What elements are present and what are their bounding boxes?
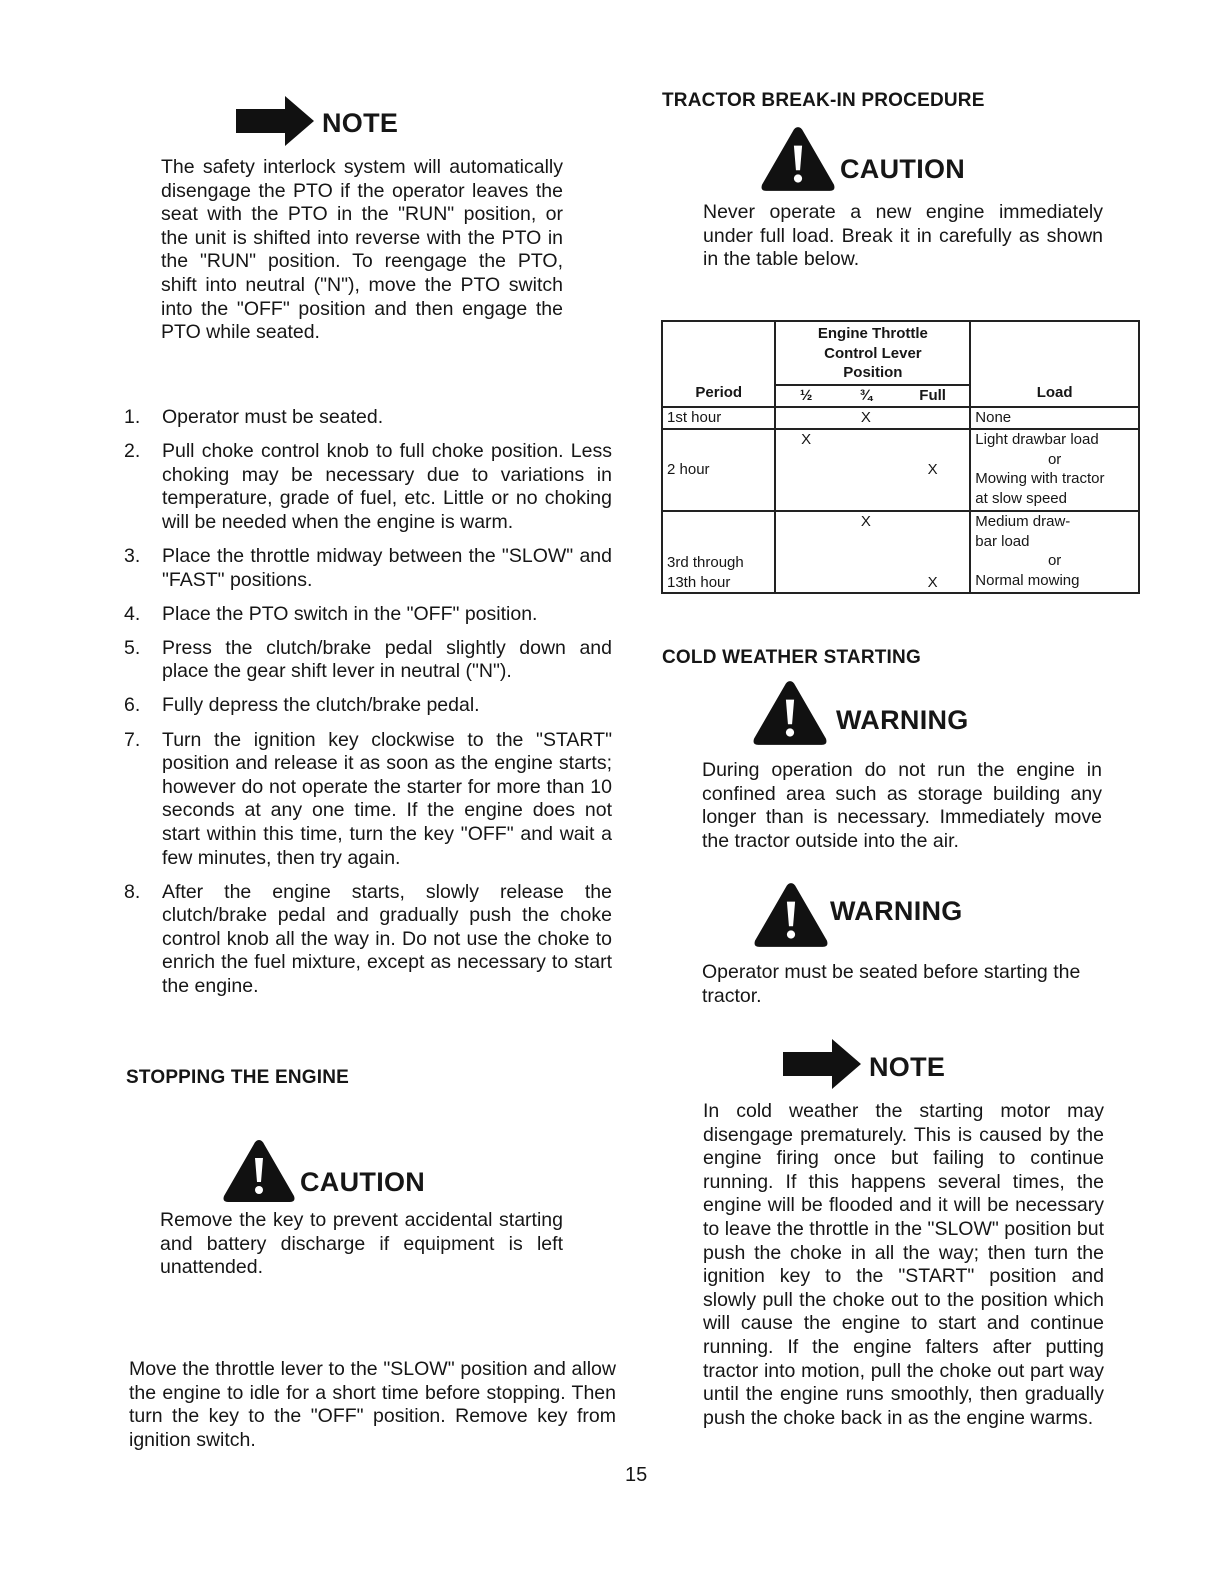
table-header-period: Period bbox=[662, 321, 775, 407]
list-item: 1. Operator must be seated. bbox=[124, 406, 384, 428]
note-title: NOTE bbox=[322, 108, 399, 138]
stopping-caution-text: Remove the key to prevent accidental starting and battery discharge if equipment is left unattended. bbox=[160, 1209, 563, 1279]
table-header-load: Load bbox=[970, 321, 1139, 407]
warning1-text: During operation do not run the engine in confined area such as storage building any longer than is necessary. Immediately move the tractor outside into the air. bbox=[702, 759, 1102, 852]
list-item: 7. Turn the ignition key clockwise to the "START" position and release it as soon as the engine starts; however do not operate the starter for more than 10 seconds at any one time. If the engine does not start within this time, turn the key "OFF" and wait a few minutes, then try again. bbox=[124, 728, 612, 869]
table-subheader: ½ bbox=[775, 385, 835, 407]
list-item: 3. Place the throttle midway between the "SLOW" and "FAST" positions. bbox=[124, 544, 612, 591]
list-item: 4. Place the PTO switch in the "OFF" position. bbox=[124, 602, 538, 625]
stopping-text: Move the throttle lever to the "SLOW" position and allow the engine to idle for a short time before stopping. Then turn the key to the "OFF" position. Remove key from ignition switch. bbox=[129, 1358, 616, 1451]
cold-weather-heading: COLD WEATHER STARTING bbox=[662, 647, 921, 668]
note-arrow-icon bbox=[783, 1039, 863, 1089]
cold-note-title: NOTE bbox=[869, 1052, 946, 1082]
note-arrow-icon bbox=[236, 96, 316, 146]
warning2-text: Operator must be seated before starting the tractor. bbox=[702, 961, 1081, 1007]
caution-triangle-icon bbox=[222, 1138, 296, 1204]
warning-triangle-icon bbox=[752, 678, 828, 748]
warning1-title: WARNING bbox=[836, 705, 969, 735]
table-subheader: Full bbox=[896, 385, 970, 407]
breakin-heading: TRACTOR BREAK-IN PROCEDURE bbox=[662, 90, 985, 111]
list-item: 8. After the engine starts, slowly release the clutch/brake pedal and gradually push the choke control knob all the way in. Do not use the choke to enrich the fuel mixture, except as necessary to start the engine. bbox=[124, 880, 612, 997]
cold-note-text: In cold weather the starting motor may disengage prematurely. This is caused by the engine firing once but failing to continue running. If this happens several times, the engine will be flooded and it will be necessary to leave the throttle in the "SLOW" position but push the choke in all the way; then turn the ignition key to the "START" position and slowly pull the choke out to the position which will cause the engine to start and continue running. If the engine falters after putting tractor into motion, pull the choke out part way until the engine runs smoothly, then gradually push the choke back in as the engine warms. bbox=[703, 1100, 1104, 1429]
breakin-table bbox=[661, 320, 1140, 594]
stopping-caution-title: CAUTION bbox=[300, 1167, 426, 1197]
table-subheader: ¾ bbox=[836, 385, 896, 407]
breakin-caution-text: Never operate a new engine immediately under full load. Break it in carefully as shown in the table below. bbox=[703, 201, 1103, 271]
note-text: The safety interlock system will automatically disengage the PTO if the operator leaves the seat with the PTO in the "RUN" position, or the unit is shifted into reverse with the PTO in the "RUN" position. To reengage the PTO, shift into neutral ("N"), move the PTO switch into the "OFF" position and then engage the PTO while seated. bbox=[161, 156, 563, 344]
caution-triangle-icon bbox=[760, 124, 836, 194]
list-item: 2. Pull choke control knob to full choke position. Less choking may be necessary due to variations in temperature, grade of fuel, etc. Little or no choking will be needed when the engine is warm. bbox=[124, 440, 612, 533]
stopping-heading: STOPPING THE ENGINE bbox=[126, 1067, 350, 1088]
warning-triangle-icon bbox=[753, 880, 829, 950]
list-item: 5. Press the clutch/brake pedal slightly down and place the gear shift lever in neutral ("N"). bbox=[124, 636, 612, 683]
page-number: 15 bbox=[625, 1464, 648, 1486]
table-row: 3rd through 13th hour X X Medium draw- bar load or Normal mowing bbox=[662, 511, 1139, 593]
table-row: 2 hour X X Light drawbar load or Mowing with tractor at slow speed bbox=[662, 429, 1139, 511]
warning2-title: WARNING bbox=[830, 896, 963, 926]
table-row: 1st hour X None bbox=[662, 407, 1139, 429]
starting-steps-list bbox=[124, 406, 612, 1009]
list-item: 6. Fully depress the clutch/brake pedal. bbox=[124, 694, 480, 717]
breakin-caution-title: CAUTION bbox=[840, 154, 966, 184]
table-header-throttle: Engine Throttle Control Lever Position bbox=[775, 321, 970, 385]
